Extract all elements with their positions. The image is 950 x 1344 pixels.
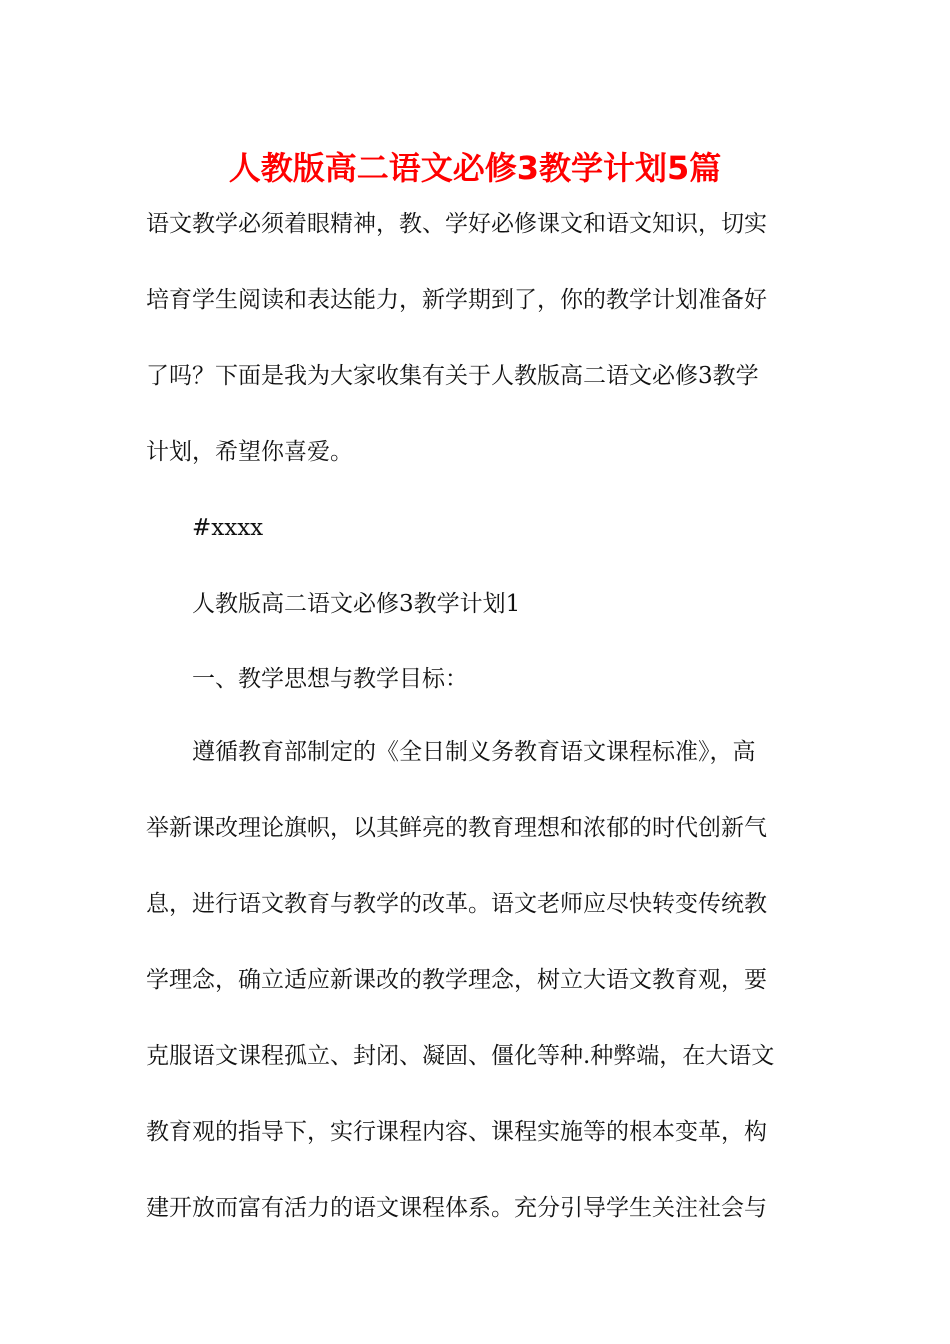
intro-line: 培育学生阅读和表达能力，新学期到了，你的教学计划准备好 — [146, 287, 767, 313]
body-line: 建开放而富有活力的语文课程体系。充分引导学生关注社会与 — [146, 1195, 767, 1221]
body-line: 遵循教育部制定的《全日制义务教育语文课程标准》，高 — [192, 739, 756, 765]
subheading: 一、教学思想与教学目标： — [192, 666, 468, 692]
body-line: 克服语文课程孤立、封闭、凝固、僵化等种.种弊端，在大语文 — [146, 1043, 775, 1069]
intro-line: 计划，希望你喜爱。 — [146, 439, 353, 465]
body-line: 学理念，确立适应新课改的教学理念，树立大语文教育观，要 — [146, 967, 767, 993]
body-line: 息，进行语文教育与教学的改革。语文老师应尽快转变传统教 — [146, 891, 767, 917]
placeholder-text: #xxxx — [192, 515, 264, 541]
intro-line: 语文教学必须着眼精神，教、学好必修课文和语文知识，切实 — [146, 211, 767, 237]
body-line: 举新课改理论旗帜，以其鲜亮的教育理想和浓郁的时代创新气 — [146, 815, 767, 841]
intro-line: 了吗？下面是我为大家收集有关于人教版高二语文必修3教学 — [146, 363, 759, 389]
section-heading: 人教版高二语文必修3教学计划1 — [192, 591, 521, 617]
document-title: 人教版高二语文必修3教学计划5篇 — [228, 149, 722, 187]
body-line: 教育观的指导下，实行课程内容、课程实施等的根本变革，构 — [146, 1119, 767, 1145]
